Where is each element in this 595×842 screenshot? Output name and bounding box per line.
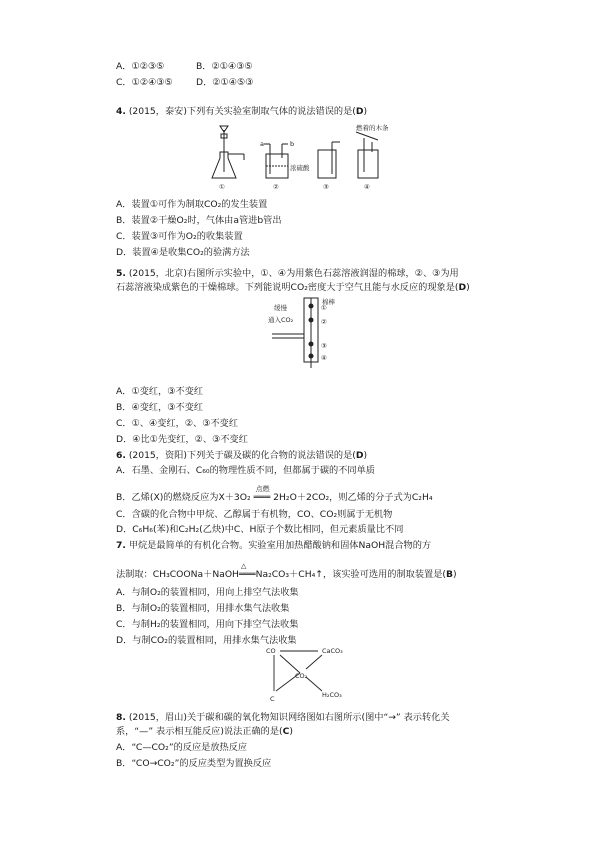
q7-equals-sign: ═══	[238, 569, 256, 580]
q5-option-b: B．④变红，③不变红	[116, 402, 204, 413]
q8-node-h2co3: H₂CO₃	[322, 691, 342, 699]
q7-condition	[238, 562, 256, 581]
q6-stem-close: )	[363, 450, 368, 461]
q5-option-d: D．④比①先变红，②、③不变红	[116, 434, 248, 445]
q3-option-b: B．②①④③⑤	[196, 61, 253, 72]
q7-stem-text: 甲烷是最简单的有机化合物。实验室用加热醋酸钠和固体NaOH混合物的方	[128, 540, 432, 551]
q6-option-b-pre: B．乙烯(X)的燃烧反应为X＋3O₂	[116, 492, 251, 503]
q8-stem-line1	[116, 712, 450, 724]
q5-fig-label-slow: 缓慢	[274, 304, 287, 312]
q8-stem-line2	[116, 726, 293, 738]
q4-answer: D	[355, 106, 364, 117]
q4-fig-label-4: ④	[364, 183, 370, 191]
q5-fig-ball-4: ④	[321, 354, 327, 362]
q8-node-caco3: CaCO₃	[322, 647, 343, 655]
q3-option-a: A．①②③⑤	[116, 61, 165, 72]
q8-option-b: B．“CO→CO₂”的反应类型为置换反应	[116, 758, 272, 769]
q5-stem-close: )	[466, 282, 470, 293]
q6-option-d: D．C₆H₆(苯)和C₂H₂(乙炔)中C、H原子个数比相同，但元素质量比不同	[116, 524, 404, 535]
question-number: 5.	[116, 268, 126, 279]
q4-apparatus-figure	[206, 122, 406, 192]
q4-fig-label-acid: 浓硫酸	[290, 164, 310, 172]
q7-answer: B	[446, 569, 454, 580]
apparatus-4-co2-test	[356, 132, 378, 178]
q5-option-a: A．①变红，③不变红	[116, 386, 204, 397]
apparatus-1-flask	[212, 126, 244, 178]
q7-option-a: A．与制O₂的装置相同，用向上排空气法收集	[116, 587, 299, 598]
q8-answer: C	[282, 726, 290, 737]
q4-fig-label-b: b	[290, 140, 295, 148]
q4-fig-label-wood: 燃着的木条	[356, 124, 389, 132]
q3-option-c: C．①②④③⑤	[116, 77, 173, 88]
q6-condition	[253, 485, 271, 504]
q8-option-a: A．“C—CO₂”的反应是放热反应	[116, 742, 248, 753]
q6-option-a: A．石墨、金刚石、C₆₀的物理性质不同，但都属于碳的不同单质	[116, 465, 375, 476]
q5-answer: D	[458, 282, 467, 293]
q6-answer: D	[355, 450, 364, 461]
q6-option-b	[116, 485, 433, 504]
q5-stem-text: (2015，北京)右图所示实验中，①、④为用紫色石蕊溶液润湿的棉球，②、③为用	[128, 268, 459, 279]
q4-fig-label-1: ①	[219, 183, 225, 191]
q5-fig-label-co2: 通入CO₂	[268, 316, 294, 324]
q7-stem-line2	[116, 562, 457, 581]
q6-option-b-post: 2H₂O＋2CO₂，则乙烯的分子式为C₂H₄	[273, 492, 433, 503]
q7-option-c: C．与制H₂的装置相同，用向下排空气法收集	[116, 619, 299, 630]
q8-node-c: C	[270, 695, 275, 703]
q8-stem-text: (2015，眉山)关于碳和碳的氧化物知识网络图如右图所示(图中“→” 表示转化关	[128, 712, 450, 723]
q3-option-d: D．②①④⑤③	[196, 77, 254, 88]
q4-option-d: D．装置④是收集CO₂的验满方法	[116, 247, 250, 258]
question-number: 4.	[116, 106, 126, 117]
q8-network-figure	[262, 645, 362, 703]
q4-stem-close: )	[363, 106, 368, 117]
q5-fig-ball-2: ②	[321, 318, 327, 326]
q4-fig-label-a: a	[260, 140, 264, 148]
apparatus-3-collection-bottle	[318, 142, 340, 178]
q7-stem-close: )	[453, 569, 457, 580]
apparatus-2-drying-bottle	[264, 144, 288, 178]
q8-node-co2: CO₂	[295, 672, 308, 680]
question-number: 8.	[116, 712, 126, 723]
question-number: 7.	[116, 540, 126, 551]
q8-stem-close: )	[289, 726, 293, 737]
q4-stem	[116, 106, 367, 118]
q7-delta: △	[240, 562, 247, 570]
q4-option-b: B．装置②干燥O₂时，气体由a管进b管出	[116, 215, 282, 226]
q5-option-c: C．①、④变红，②、③不变红	[116, 418, 239, 429]
q5-stem-line2	[116, 282, 470, 294]
q5-stem-line1	[116, 268, 459, 280]
q7-option-b: B．与制O₂的装置相同，用排水集气法收集	[116, 603, 290, 614]
q7-stem-text-3: Na₂CO₃＋CH₄↑，该实验可选用的制取装置是(	[255, 569, 447, 580]
q6-stem-text: (2015，资阳)下列关于碳及碳的化合物的说法错误的是(	[128, 450, 356, 461]
q5-fig-label-rod: 棉棒	[322, 298, 335, 306]
q4-fig-label-2: ②	[273, 183, 279, 191]
q4-option-a: A．装置①可作为制取CO₂的发生装置	[116, 199, 268, 210]
q7-stem-text-2: 法制取：CH₃COONa＋NaOH	[116, 569, 239, 580]
q7-stem-line1	[116, 540, 431, 552]
q4-fig-label-3: ③	[323, 183, 329, 191]
question-number: 6.	[116, 450, 126, 461]
q5-stem-text-2: 石蕊溶液染成紫色的干燥棉球。下列能说明CO₂密度大于空气且能与水反应的现象是(	[116, 282, 459, 293]
q4-option-c: C．装置③可作为O₂的收集装置	[116, 231, 243, 242]
q8-network-lines	[274, 651, 322, 691]
q7-option-d: D．与制CO₂的装置相同，用排水集气法收集	[116, 635, 297, 646]
q5-apparatus-figure	[262, 296, 352, 370]
q5-fig-ball-3: ③	[321, 342, 327, 350]
q6-equals-sign: ═══	[253, 492, 271, 503]
q6-condition-label: 点燃	[255, 485, 270, 493]
q6-stem	[116, 450, 367, 462]
q6-option-c: C．含碳的化合物中甲烷、乙醇属于有机物，CO、CO₂则属于无机物	[116, 509, 393, 520]
q4-stem-text: (2015，泰安)下列有关实验室制取气体的说法错误的是(	[128, 106, 356, 117]
q5-fig-ball-1: ①	[321, 304, 327, 312]
q8-stem-text-2: 系，“—” 表示相互能反应)说法正确的是(	[116, 726, 283, 737]
q8-node-co: CO	[266, 647, 276, 655]
